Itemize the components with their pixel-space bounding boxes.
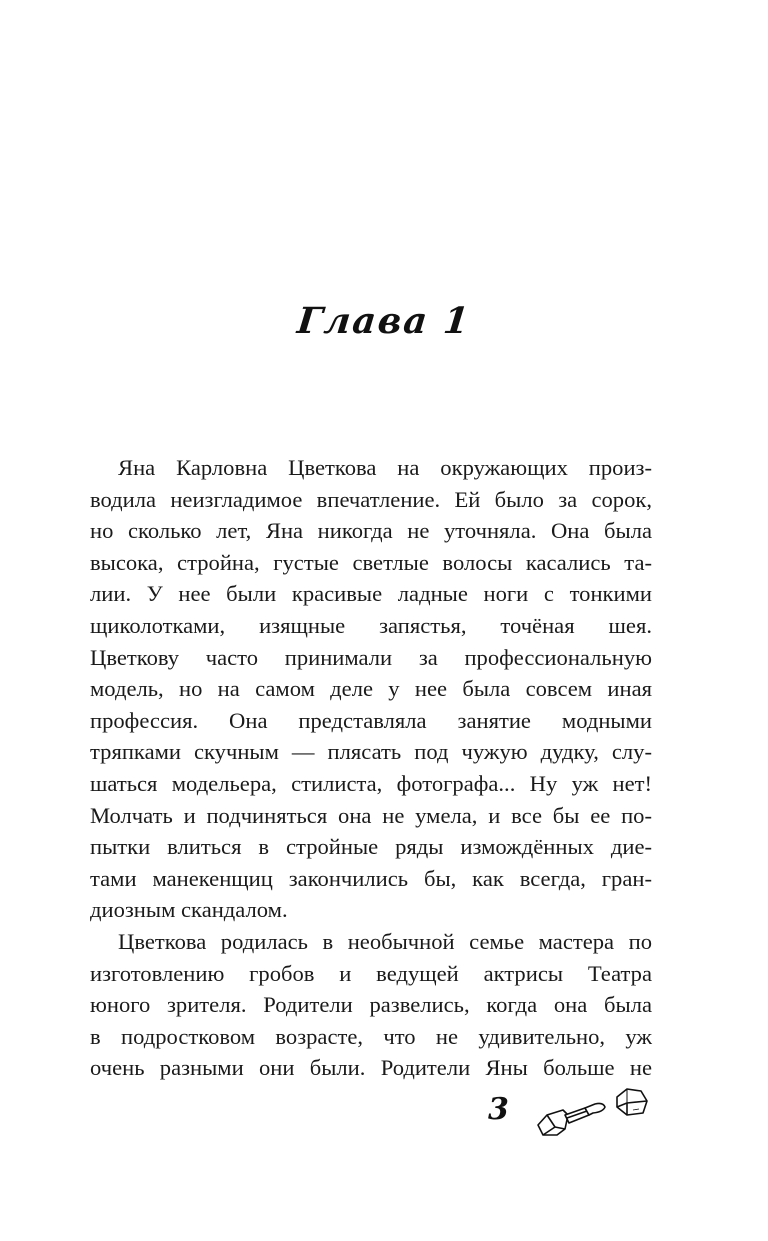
text-line: Цветкова родилась в необычной семье мастера по — [118, 928, 652, 954]
text-line: изготовлению гробов и ведущей актрисы Театра — [90, 960, 652, 986]
text-line: Яна Карловна Цветкова на окружающих произ- — [118, 455, 652, 480]
text-line: но сколько лет, Яна никогда не уточняла. Она была — [90, 518, 652, 544]
text-line: модель, но на самом деле у нее была совсем иная — [90, 676, 652, 702]
text-line: юного зрителя. Родители развелись, когда она была — [90, 992, 652, 1018]
text-line: Цветкову часто принимали за профессиональную — [90, 644, 652, 670]
text-line: тряпками скучным — плясать под чужую дудку, слу- — [90, 739, 652, 765]
text-line: профессия. Она представляла занятие модными — [90, 707, 652, 733]
text-line: водила неизгладимое впечатление. Ей было за сорок, — [90, 486, 652, 512]
page-number: 3 — [488, 1092, 509, 1127]
text-line: шаться модельера, стилиста, фотографа... Ну уж нет! — [90, 770, 652, 796]
text-line: высока, стройна, густые светлые волосы касались та- — [90, 549, 652, 575]
body-text — [90, 452, 652, 1084]
text-line: щиколотками, изящные запястья, точёная шея. — [90, 612, 652, 638]
text-line: лии. У нее были красивые ладные ноги с тонкими — [90, 581, 652, 607]
text-line: диозным скандалом. — [90, 897, 288, 923]
text-line: Молчать и подчиняться она не умела, и все бы ее по- — [90, 802, 652, 828]
text-line: пытки влиться в стройные ряды измождённых дие- — [90, 834, 652, 860]
text-line: тами манекенщиц закончились бы, как всегда, гран- — [90, 865, 652, 891]
text-line: в подростковом возрасте, что не удивительно, уж — [90, 1023, 652, 1049]
text-line: очень разными они были. Родители Яны больше не — [90, 1055, 652, 1081]
chapter-title: Глава 1 — [295, 300, 473, 342]
lipstick-icon — [535, 1085, 650, 1140]
